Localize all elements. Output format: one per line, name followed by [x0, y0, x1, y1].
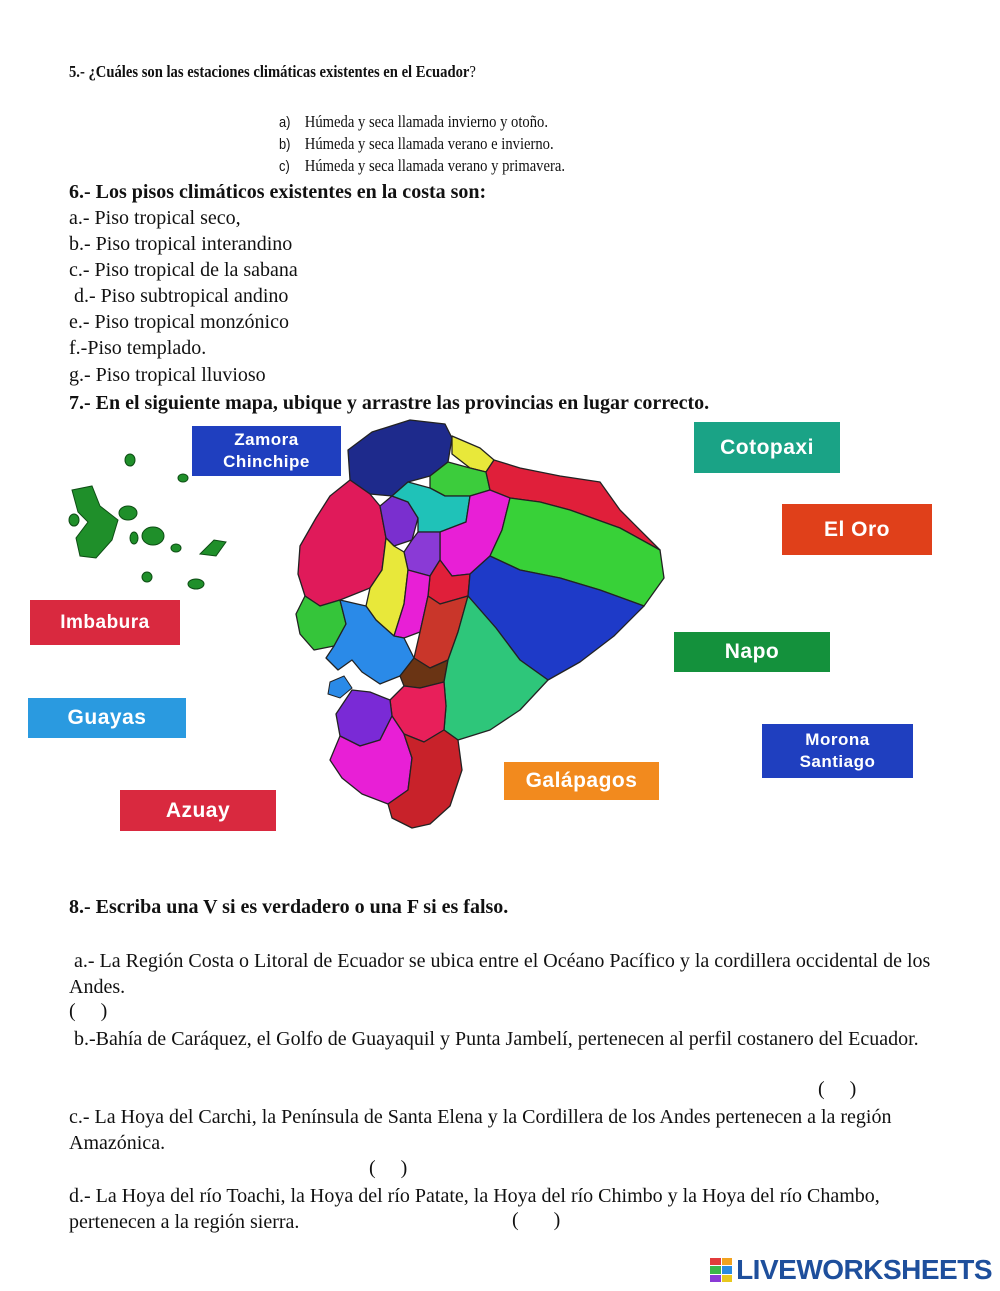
q6-option-a: a.- Piso tropical seco, — [69, 207, 241, 229]
q5-option-c: c) Húmeda y seca llamada verano y primavera. — [279, 156, 566, 175]
label-zamora-chinchipe[interactable]: Zamora Chinchipe — [192, 426, 341, 476]
label-el-oro[interactable]: El Oro — [782, 504, 932, 555]
label-galapagos[interactable]: Galápagos — [504, 762, 659, 800]
question-8: 8.- Escriba una V si es verdadero o una F si es falso. — [69, 896, 509, 918]
q5-option-b: b) Húmeda y seca llamada verano e invierno. — [279, 134, 554, 153]
question-5: 5.- ¿Cuáles son las estaciones climáticas existentes en el Ecuador? — [69, 62, 476, 81]
label-napo[interactable]: Napo — [674, 632, 830, 672]
q8-statement-a: a.- La Región Costa o Litoral de Ecuador se ubica entre el Océano Pacífico y la cordillera occidental de los Andes. — [69, 950, 955, 998]
q6-option-e: e.- Piso tropical monzónico — [69, 311, 289, 333]
q6-option-d: d.- Piso subtropical andino — [69, 285, 289, 307]
q8-answer-a[interactable]: ( ) — [69, 1000, 108, 1022]
q6-option-g: g.- Piso tropical lluvioso — [69, 364, 266, 386]
question-6: 6.- Los pisos climáticos existentes en la costa son: — [69, 181, 487, 203]
label-cotopaxi[interactable]: Cotopaxi — [694, 422, 840, 473]
label-morona-santiago[interactable]: Morona Santiago — [762, 724, 913, 778]
q8-answer-c[interactable]: ( ) — [369, 1157, 408, 1179]
liveworksheets-logo-icon — [710, 1258, 732, 1282]
q8-answer-d[interactable]: ( ) — [512, 1209, 561, 1231]
label-imbabura[interactable]: Imbabura — [30, 600, 180, 645]
q8-statement-c: c.- La Hoya del Carchi, la Península de Santa Elena y la Cordillera de los Andes pertenecen a la región Amazónica. — [69, 1106, 896, 1154]
liveworksheets-logo: LIVEWORKSHEETS — [710, 1254, 992, 1286]
q5-option-a: a) Húmeda y seca llamada invierno y otoño. — [279, 112, 548, 131]
q6-option-b: b.- Piso tropical interandino — [69, 233, 293, 255]
question-7: 7.- En el siguiente mapa, ubique y arrastre las provincias en lugar correcto. — [69, 392, 710, 414]
label-azuay[interactable]: Azuay — [120, 790, 276, 831]
q8-statement-d: d.- La Hoya del río Toachi, la Hoya del río Patate, la Hoya del río Chimbo y la Hoya del río Chambo, pertenecen a la región sierra. — [69, 1185, 885, 1233]
q6-option-f: f.-Piso templado. — [69, 337, 207, 359]
q6-option-c: c.- Piso tropical de la sabana — [69, 259, 298, 281]
label-guayas[interactable]: Guayas — [28, 698, 186, 738]
q8-answer-b[interactable]: ( ) — [818, 1078, 857, 1100]
q8-statement-b: b.-Bahía de Caráquez, el Golfo de Guayaquil y Punta Jambelí, pertenecen al perfil costanero del Ecuador. — [69, 1028, 919, 1050]
